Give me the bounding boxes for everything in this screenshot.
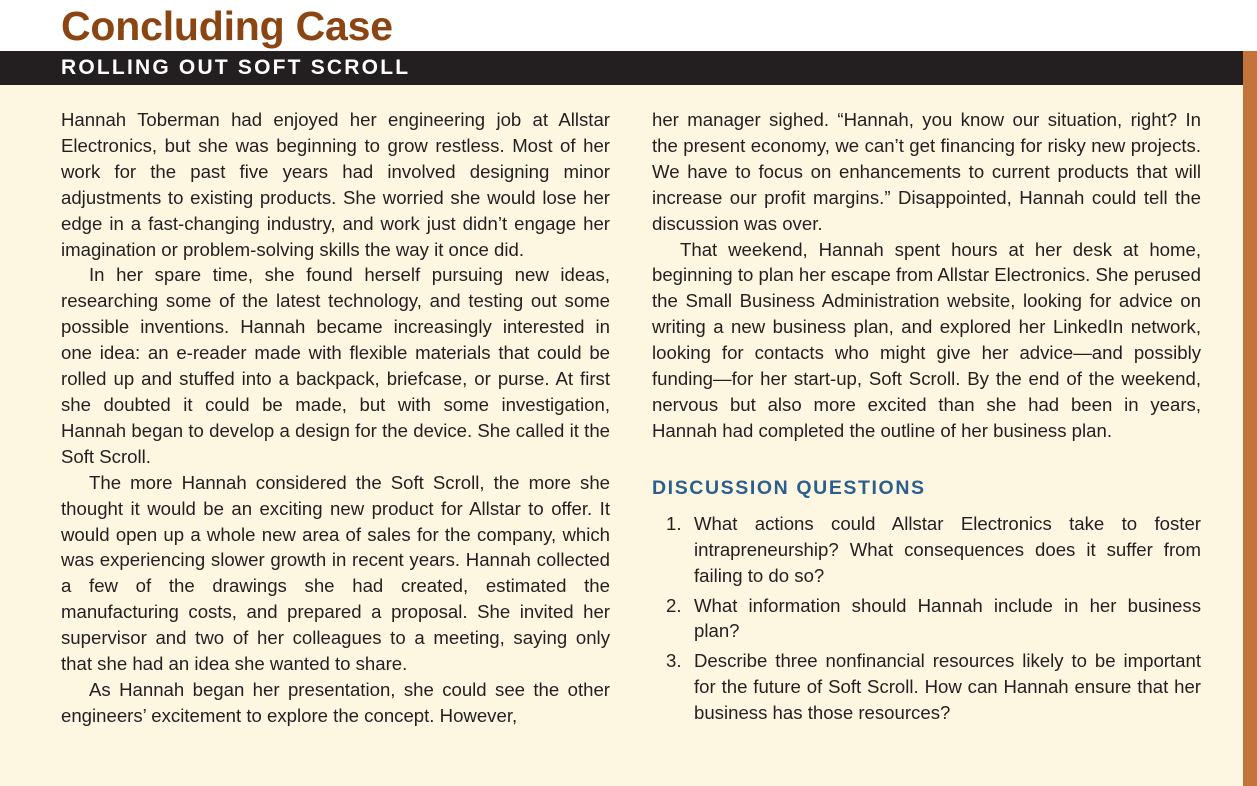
paragraph-5: her manager sighed. “Hannah, you know our situation, right? In the present economy, we can’t get financing for risky new projects. We have to focus on enhancements to current products that will increase our profit margins.” Disappointed, Hannah could tell the discussion was over. xyxy=(652,109,1201,234)
right-column xyxy=(652,107,1201,730)
question-number: 2. xyxy=(666,594,682,616)
paragraph-1: Hannah Toberman had enjoyed her engineering job at Allstar Electronics, but she was beginning to grow restless. Most of her work for the past five years had involved designing minor adjustments to existing products. She worried she would lose her edge in a fast-changing industry, and work just didn’t engage her imagination or problem-solving skills the way it once did. xyxy=(61,109,610,260)
case-title: Concluding Case xyxy=(61,3,393,49)
question-item xyxy=(652,648,1201,726)
case-banner xyxy=(0,51,1243,85)
accent-bar xyxy=(1243,51,1257,786)
question-number: 1. xyxy=(666,512,682,534)
question-item xyxy=(652,511,1201,589)
paragraph-2: In her spare time, she found herself pursuing new ideas, researching some of the latest technology, and testing out some possible inventions. Hannah became increasingly interested in one idea: an e-reader made with flexible materials that could be rolled up and stuffed into a backpack, briefcase, or purse. At first she doubted it could be made, but with some investigation, Hannah began to develop a design for the device. She called it the Soft Scroll. xyxy=(61,264,610,467)
case-subtitle: ROLLING OUT SOFT SCROLL xyxy=(61,56,411,79)
paragraph-4: As Hannah began her presentation, she could see the other engineers’ excitement to explore the concept. However, xyxy=(61,678,610,726)
question-item xyxy=(652,593,1201,645)
discussion-questions-heading: DISCUSSION QUESTIONS xyxy=(652,476,926,499)
question-text: What information should Hannah include in her business plan? xyxy=(694,594,1201,642)
left-column xyxy=(61,107,610,729)
discussion-questions-list xyxy=(652,511,1201,726)
question-text: Describe three nonfinancial resources likely to be important for the future of Soft Scroll. How can Hannah ensure that her business has those resources? xyxy=(694,650,1201,724)
paragraph-3: The more Hannah considered the Soft Scroll, the more she thought it would be an exciting new product for Allstar to offer. It would open up a whole new area of sales for the company, which was experiencing slower growth in recent years. Hannah collected a few of the drawings she had created, estimated the manufacturing costs, and prepared a proposal. She invited her supervisor and two of her colleagues to a meeting, saying only that she had an idea she wanted to share. xyxy=(61,471,610,675)
paragraph-6: That weekend, Hannah spent hours at her desk at home, beginning to plan her escape from Allstar Electronics. She perused the Small Business Administration website, looking for advice on writing a new business plan, and explored her LinkedIn network, looking for contacts who might give her advice—and possibly funding—for her start-up, Soft Scroll. By the end of the weekend, nervous but also more excited than she had been in years, Hannah had completed the outline of her business plan. xyxy=(652,238,1201,441)
question-number: 3. xyxy=(666,650,682,672)
question-text: What actions could Allstar Electronics take to foster intrapreneurship? What consequences does it suffer from failing to do so? xyxy=(694,512,1201,586)
